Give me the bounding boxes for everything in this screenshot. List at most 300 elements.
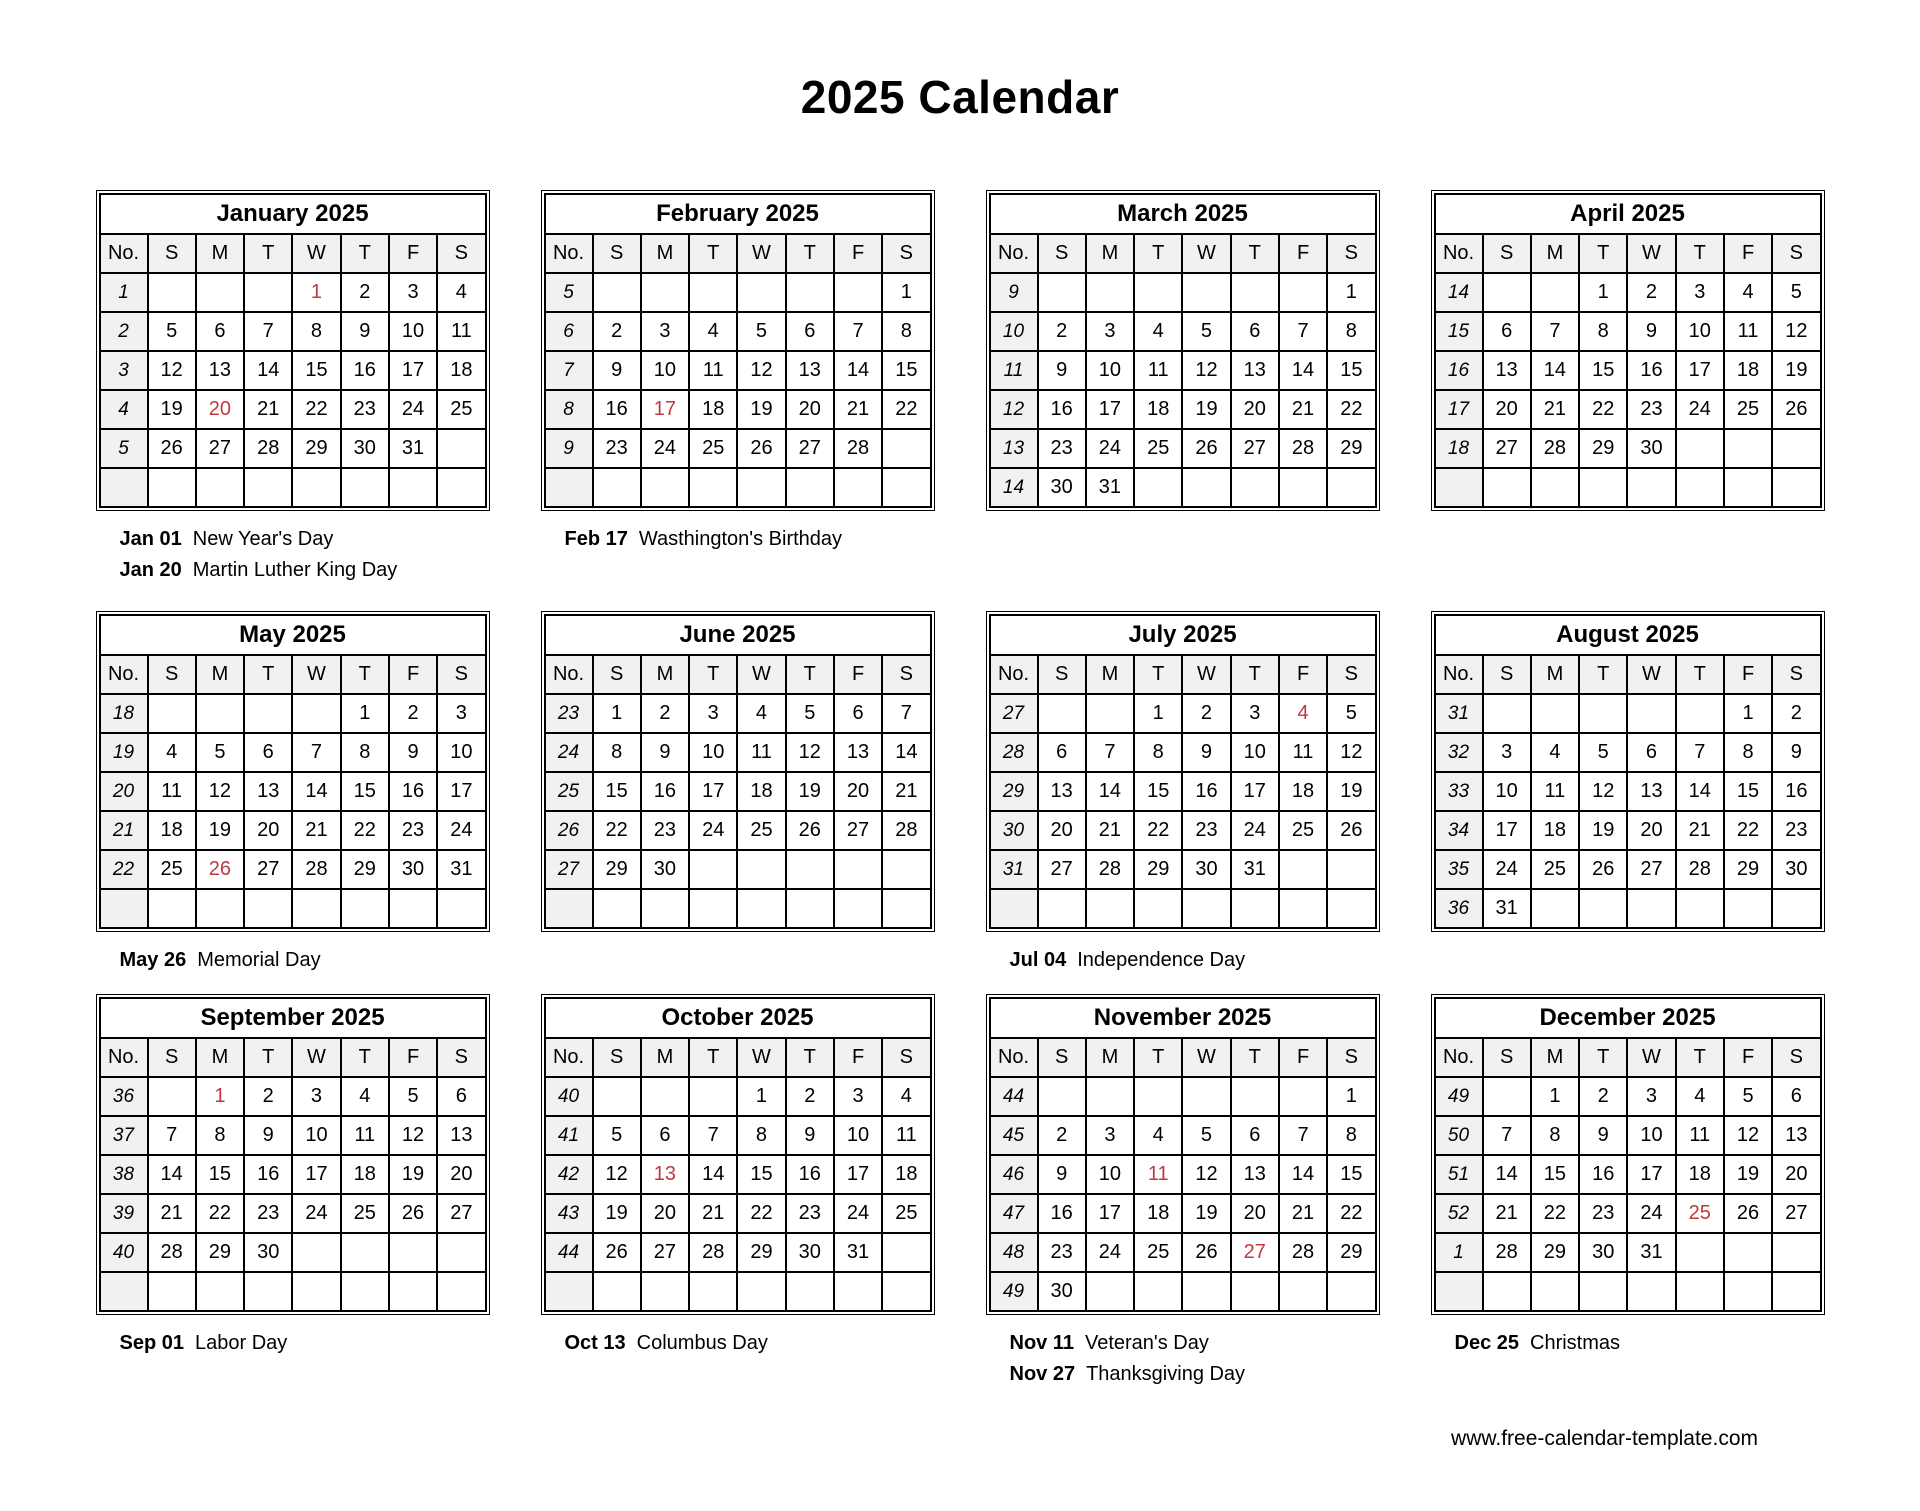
day-cell: 18 [1279, 772, 1327, 811]
week-row [990, 772, 1376, 811]
day-header: T [1231, 234, 1279, 273]
day-cell: 28 [1531, 429, 1579, 468]
week-row [990, 1077, 1376, 1116]
week-number-cell: 5 [100, 429, 148, 468]
day-cell: 18 [1676, 1155, 1724, 1194]
day-cell: 8 [292, 312, 340, 351]
holiday-date: Nov 11 [1009, 1332, 1074, 1354]
empty-day-cell [1182, 273, 1230, 312]
day-cell: 10 [689, 733, 737, 772]
week-row [1435, 1155, 1821, 1194]
day-cell: 29 [341, 850, 389, 889]
day-cell: 12 [1327, 733, 1375, 772]
month-holidays [96, 932, 490, 994]
day-cell: 3 [834, 1077, 882, 1116]
week-row [990, 811, 1376, 850]
empty-day-cell [882, 889, 930, 928]
day-cell: 19 [1182, 1194, 1230, 1233]
week-row [990, 1272, 1376, 1311]
day-header: F [1724, 234, 1772, 273]
day-cell: 27 [437, 1194, 485, 1233]
day-cell: 16 [1627, 351, 1675, 390]
day-cell: 30 [1038, 1272, 1086, 1311]
day-cell: 6 [641, 1116, 689, 1155]
week-number-cell: 48 [990, 1233, 1038, 1272]
empty-day-cell [882, 850, 930, 889]
week-row [1435, 468, 1821, 507]
week-row [990, 1233, 1376, 1272]
day-cell: 5 [786, 694, 834, 733]
month-holidays [96, 511, 490, 611]
day-cell: 29 [1134, 850, 1182, 889]
day-cell: 10 [1483, 772, 1531, 811]
day-cell: 9 [1038, 351, 1086, 390]
day-cell: 4 [1676, 1077, 1724, 1116]
holiday-name: Christmas [1530, 1332, 1621, 1354]
empty-day-cell [737, 1272, 785, 1311]
empty-day-cell [1627, 468, 1675, 507]
empty-day-cell [834, 468, 882, 507]
day-cell: 5 [1327, 694, 1375, 733]
week-number-cell: 1 [100, 273, 148, 312]
empty-day-cell [1182, 468, 1230, 507]
empty-day-cell [1772, 429, 1820, 468]
day-cell: 23 [593, 429, 641, 468]
day-cell: 31 [437, 850, 485, 889]
day-cell: 25 [1724, 390, 1772, 429]
week-number-cell: 51 [1435, 1155, 1483, 1194]
week-number-cell: 40 [100, 1233, 148, 1272]
empty-day-cell [148, 889, 196, 928]
week-row [1435, 390, 1821, 429]
empty-day-cell [641, 1272, 689, 1311]
week-row [100, 312, 486, 351]
empty-day-cell [1724, 468, 1772, 507]
empty-day-cell [1531, 889, 1579, 928]
week-header-row [1435, 655, 1821, 694]
week-number-cell: 45 [990, 1116, 1038, 1155]
week-row [1435, 811, 1821, 850]
day-header: W [737, 1038, 785, 1077]
day-cell: 8 [593, 733, 641, 772]
empty-day-cell [1231, 468, 1279, 507]
empty-day-cell [292, 1233, 340, 1272]
day-header: S [1483, 1038, 1531, 1077]
day-cell: 9 [1627, 312, 1675, 351]
week-no-header: No. [1435, 234, 1483, 273]
day-cell: 20 [437, 1155, 485, 1194]
day-cell: 20 [1483, 390, 1531, 429]
day-cell: 4 [1724, 273, 1772, 312]
day-cell: 4 [148, 733, 196, 772]
day-cell: 8 [1724, 733, 1772, 772]
empty-day-cell [1579, 468, 1627, 507]
empty-day-cell [1134, 1272, 1182, 1311]
day-cell: 25 [1134, 429, 1182, 468]
empty-day-cell [1676, 468, 1724, 507]
day-cell: 12 [1579, 772, 1627, 811]
week-no-header: No. [1435, 655, 1483, 694]
holiday-day-cell: 13 [641, 1155, 689, 1194]
empty-day-cell [1676, 694, 1724, 733]
month-holidays [541, 932, 935, 994]
empty-day-cell [1483, 468, 1531, 507]
empty-day-cell [1086, 694, 1134, 733]
month-block [541, 611, 935, 994]
day-header: M [641, 1038, 689, 1077]
month-holidays [1431, 1315, 1825, 1423]
empty-day-cell [244, 889, 292, 928]
week-row [100, 694, 486, 733]
day-cell: 1 [593, 694, 641, 733]
empty-day-cell [341, 889, 389, 928]
day-cell: 30 [1182, 850, 1230, 889]
day-cell: 21 [148, 1194, 196, 1233]
week-number-cell: 13 [990, 429, 1038, 468]
day-cell: 19 [786, 772, 834, 811]
week-number-cell: 14 [990, 468, 1038, 507]
day-cell: 6 [1231, 312, 1279, 351]
empty-day-cell [1772, 889, 1820, 928]
month-title: July 2025 [990, 615, 1376, 655]
week-number-cell: 44 [545, 1233, 593, 1272]
week-no-header: No. [990, 655, 1038, 694]
day-header: T [786, 234, 834, 273]
day-cell: 5 [1182, 312, 1230, 351]
empty-day-cell [737, 850, 785, 889]
day-cell: 15 [593, 772, 641, 811]
day-cell: 10 [437, 733, 485, 772]
month-block [541, 994, 935, 1423]
day-cell: 17 [834, 1155, 882, 1194]
week-header-row [545, 1038, 931, 1077]
week-row [100, 273, 486, 312]
day-cell: 5 [1724, 1077, 1772, 1116]
month-calendar-table [544, 193, 932, 508]
day-cell: 25 [1279, 811, 1327, 850]
day-cell: 14 [882, 733, 930, 772]
day-cell: 18 [882, 1155, 930, 1194]
empty-day-cell [196, 273, 244, 312]
day-cell: 2 [1627, 273, 1675, 312]
day-header: W [1182, 1038, 1230, 1077]
month-table [541, 190, 935, 511]
week-row [990, 1155, 1376, 1194]
empty-day-cell [641, 468, 689, 507]
day-cell: 2 [786, 1077, 834, 1116]
empty-day-cell [1327, 850, 1375, 889]
month-block [986, 994, 1380, 1423]
page-title: 2025 Calendar [800, 71, 1120, 123]
day-header: W [737, 234, 785, 273]
day-cell: 7 [882, 694, 930, 733]
week-no-header: No. [990, 234, 1038, 273]
day-cell: 1 [737, 1077, 785, 1116]
empty-day-cell [1086, 1272, 1134, 1311]
day-cell: 3 [1483, 733, 1531, 772]
day-cell: 11 [737, 733, 785, 772]
empty-day-cell [148, 1077, 196, 1116]
empty-day-cell [148, 468, 196, 507]
day-cell: 18 [1724, 351, 1772, 390]
week-row [100, 1077, 486, 1116]
day-cell: 21 [1279, 390, 1327, 429]
empty-day-cell [1182, 1272, 1230, 1311]
month-holidays [1431, 932, 1825, 994]
day-cell: 20 [641, 1194, 689, 1233]
day-cell: 15 [1327, 1155, 1375, 1194]
week-number-cell: 24 [545, 733, 593, 772]
holiday-name: New Year's Day [192, 528, 334, 550]
day-cell: 4 [689, 312, 737, 351]
day-cell: 10 [389, 312, 437, 351]
week-row [990, 390, 1376, 429]
week-row [545, 429, 931, 468]
week-row [545, 351, 931, 390]
week-header-row [100, 1038, 486, 1077]
empty-day-cell [244, 468, 292, 507]
day-cell: 10 [292, 1116, 340, 1155]
day-cell: 27 [1627, 850, 1675, 889]
day-cell: 19 [1327, 772, 1375, 811]
day-cell: 11 [882, 1116, 930, 1155]
day-cell: 16 [341, 351, 389, 390]
day-cell: 29 [1327, 1233, 1375, 1272]
day-header: S [148, 1038, 196, 1077]
day-cell: 6 [1038, 733, 1086, 772]
day-cell: 23 [1182, 811, 1230, 850]
day-cell: 30 [1579, 1233, 1627, 1272]
month-calendar-table [989, 997, 1377, 1312]
day-header: F [1279, 234, 1327, 273]
month-holidays [986, 1315, 1380, 1423]
week-row [990, 733, 1376, 772]
day-header: F [389, 655, 437, 694]
day-cell: 26 [1182, 429, 1230, 468]
empty-day-cell [641, 1077, 689, 1116]
empty-day-cell [1724, 1233, 1772, 1272]
empty-day-cell [786, 273, 834, 312]
day-cell: 23 [341, 390, 389, 429]
day-cell: 13 [196, 351, 244, 390]
holiday-line [120, 945, 490, 976]
month-block [541, 190, 935, 611]
day-cell: 13 [1772, 1116, 1820, 1155]
empty-day-cell [1531, 1272, 1579, 1311]
empty-day-cell [1772, 1272, 1820, 1311]
day-cell: 23 [1038, 1233, 1086, 1272]
day-cell: 27 [244, 850, 292, 889]
day-cell: 9 [244, 1116, 292, 1155]
day-cell: 13 [1231, 351, 1279, 390]
day-cell: 18 [1134, 1194, 1182, 1233]
week-number-cell: 33 [1435, 772, 1483, 811]
day-cell: 4 [341, 1077, 389, 1116]
empty-day-cell [148, 694, 196, 733]
day-header: S [1772, 655, 1820, 694]
week-number-cell [1435, 468, 1483, 507]
week-header-row [100, 655, 486, 694]
empty-day-cell [292, 889, 340, 928]
empty-day-cell [1134, 1077, 1182, 1116]
month-calendar-table [989, 614, 1377, 929]
day-header: T [1579, 655, 1627, 694]
day-cell: 22 [1327, 1194, 1375, 1233]
day-header: T [1134, 234, 1182, 273]
day-cell: 1 [1579, 273, 1627, 312]
day-cell: 15 [1327, 351, 1375, 390]
week-row [100, 351, 486, 390]
day-cell: 20 [1231, 1194, 1279, 1233]
day-cell: 26 [786, 811, 834, 850]
day-cell: 27 [641, 1233, 689, 1272]
day-header: F [389, 234, 437, 273]
day-cell: 29 [196, 1233, 244, 1272]
week-number-cell: 14 [1435, 273, 1483, 312]
day-header: T [689, 1038, 737, 1077]
day-cell: 28 [292, 850, 340, 889]
day-cell: 28 [1279, 429, 1327, 468]
day-header: S [148, 655, 196, 694]
day-cell: 6 [244, 733, 292, 772]
week-row [100, 772, 486, 811]
day-cell: 18 [148, 811, 196, 850]
week-row [1435, 1233, 1821, 1272]
day-cell: 13 [1483, 351, 1531, 390]
empty-day-cell [148, 1272, 196, 1311]
day-header: T [1231, 655, 1279, 694]
week-number-cell: 35 [1435, 850, 1483, 889]
day-cell: 9 [1038, 1155, 1086, 1194]
day-cell: 19 [1579, 811, 1627, 850]
day-cell: 21 [244, 390, 292, 429]
day-cell: 23 [244, 1194, 292, 1233]
week-row [990, 273, 1376, 312]
month-holidays [541, 1315, 935, 1423]
holiday-line [565, 524, 935, 555]
empty-day-cell [689, 850, 737, 889]
day-header: S [1483, 655, 1531, 694]
day-cell: 22 [882, 390, 930, 429]
day-cell: 8 [196, 1116, 244, 1155]
months-grid [0, 190, 1920, 1423]
day-cell: 20 [834, 772, 882, 811]
week-row [1435, 1116, 1821, 1155]
week-row [545, 1077, 931, 1116]
day-cell: 8 [737, 1116, 785, 1155]
day-cell: 11 [148, 772, 196, 811]
day-cell: 20 [244, 811, 292, 850]
empty-day-cell [1627, 889, 1675, 928]
day-cell: 24 [389, 390, 437, 429]
week-header-row [100, 234, 486, 273]
holiday-day-cell: 11 [1134, 1155, 1182, 1194]
day-cell: 2 [593, 312, 641, 351]
day-cell: 25 [341, 1194, 389, 1233]
empty-day-cell [341, 468, 389, 507]
empty-day-cell [1134, 468, 1182, 507]
day-cell: 21 [1483, 1194, 1531, 1233]
empty-day-cell [244, 1272, 292, 1311]
day-cell: 5 [148, 312, 196, 351]
month-holidays [986, 932, 1380, 994]
day-cell: 17 [1086, 1194, 1134, 1233]
month-calendar-table [1434, 614, 1822, 929]
day-header: T [244, 234, 292, 273]
day-header: S [1038, 1038, 1086, 1077]
day-header: W [1182, 234, 1230, 273]
day-cell: 4 [882, 1077, 930, 1116]
day-cell: 6 [786, 312, 834, 351]
week-header-row [1435, 1038, 1821, 1077]
day-cell: 9 [1579, 1116, 1627, 1155]
empty-day-cell [196, 889, 244, 928]
day-header: F [834, 655, 882, 694]
empty-day-cell [689, 1272, 737, 1311]
day-header: S [1327, 1038, 1375, 1077]
week-number-cell: 1 [1435, 1233, 1483, 1272]
week-row [545, 1155, 931, 1194]
week-row [990, 468, 1376, 507]
day-cell: 24 [641, 429, 689, 468]
week-number-cell: 10 [990, 312, 1038, 351]
day-cell: 8 [1531, 1116, 1579, 1155]
day-cell: 13 [437, 1116, 485, 1155]
day-cell: 13 [1627, 772, 1675, 811]
day-header: T [244, 655, 292, 694]
holiday-line [120, 524, 490, 555]
month-calendar-table [544, 614, 932, 929]
empty-day-cell [834, 889, 882, 928]
week-number-cell: 39 [100, 1194, 148, 1233]
empty-day-cell [1038, 694, 1086, 733]
day-cell: 10 [1086, 351, 1134, 390]
month-calendar-table [1434, 997, 1822, 1312]
empty-day-cell [292, 694, 340, 733]
week-row [545, 889, 931, 928]
week-row [1435, 1077, 1821, 1116]
day-header: F [389, 1038, 437, 1077]
day-cell: 17 [437, 772, 485, 811]
day-header: S [882, 1038, 930, 1077]
day-cell: 13 [1231, 1155, 1279, 1194]
day-cell: 16 [593, 390, 641, 429]
day-cell: 24 [1231, 811, 1279, 850]
week-number-cell: 36 [100, 1077, 148, 1116]
day-header: S [593, 234, 641, 273]
month-block [1431, 611, 1825, 994]
week-no-header: No. [100, 1038, 148, 1077]
day-cell: 7 [148, 1116, 196, 1155]
day-cell: 28 [1279, 1233, 1327, 1272]
day-cell: 1 [341, 694, 389, 733]
week-number-cell: 49 [1435, 1077, 1483, 1116]
day-header: S [437, 1038, 485, 1077]
month-calendar-table [99, 193, 487, 508]
empty-day-cell [1038, 889, 1086, 928]
month-block [96, 611, 490, 994]
day-cell: 12 [1724, 1116, 1772, 1155]
day-cell: 2 [341, 273, 389, 312]
day-cell: 25 [148, 850, 196, 889]
day-cell: 13 [834, 733, 882, 772]
day-header: S [148, 234, 196, 273]
day-cell: 14 [1531, 351, 1579, 390]
week-number-cell: 37 [100, 1116, 148, 1155]
week-row [100, 1155, 486, 1194]
day-cell: 10 [1676, 312, 1724, 351]
day-cell: 12 [1182, 1155, 1230, 1194]
